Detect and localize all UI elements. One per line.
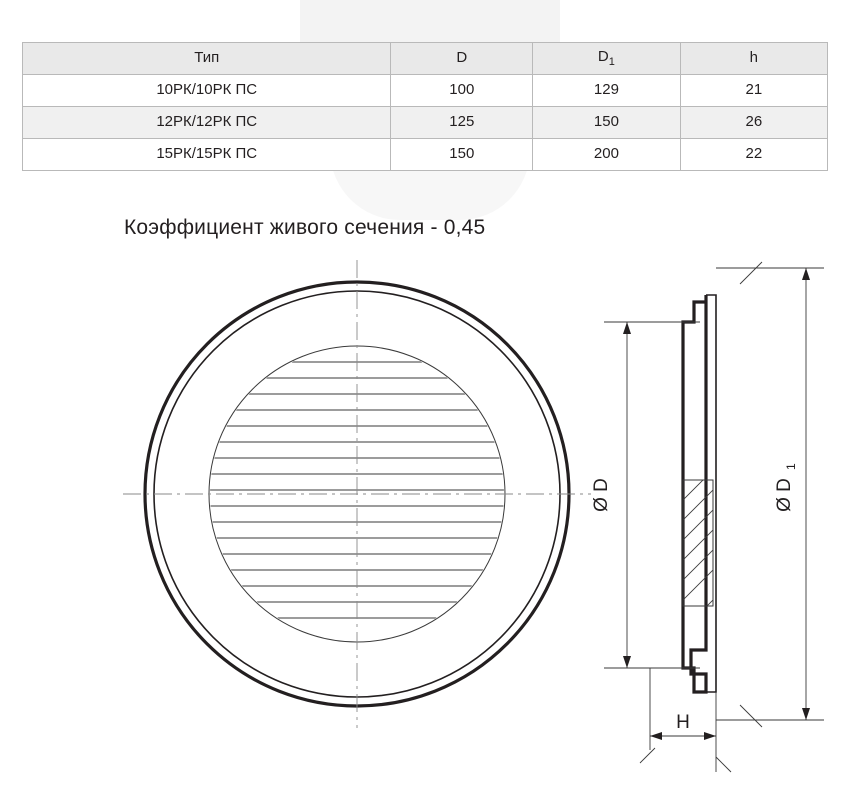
cell-d1: 150 bbox=[533, 107, 681, 139]
table-row bbox=[23, 139, 828, 171]
section-body-profile bbox=[683, 295, 706, 692]
free-area-coefficient-caption: Коэффициент живого сечения - 0,45 bbox=[124, 216, 486, 239]
column-header-d1-subscript: 1 bbox=[608, 55, 615, 68]
column-header-d1 bbox=[533, 43, 681, 75]
table-body bbox=[23, 75, 828, 171]
section-view-group bbox=[591, 262, 824, 772]
table-row bbox=[23, 75, 828, 107]
table-header bbox=[23, 43, 828, 75]
column-header-type: Тип bbox=[23, 43, 391, 75]
label-diameter-d1-subscript: 1 bbox=[784, 463, 798, 470]
cell-type: 15РК/15РК ПС bbox=[23, 139, 391, 171]
section-hatch-block bbox=[665, 463, 726, 627]
cell-type: 10РК/10РК ПС bbox=[23, 75, 391, 107]
front-view-group bbox=[123, 260, 591, 728]
dimension-extension-lines bbox=[604, 268, 824, 772]
column-header-h: h bbox=[680, 43, 827, 75]
cell-type: 12РК/12РК ПС bbox=[23, 107, 391, 139]
column-header-d1-text: D bbox=[597, 47, 609, 65]
cell-h: 21 bbox=[680, 75, 827, 107]
cell-h: 22 bbox=[680, 139, 827, 171]
specification-table bbox=[22, 42, 828, 171]
label-height-h: H bbox=[676, 712, 690, 733]
cell-d1: 200 bbox=[533, 139, 681, 171]
cell-h: 26 bbox=[680, 107, 827, 139]
dimension-leader-diagonals bbox=[640, 262, 762, 772]
cell-d: 125 bbox=[391, 107, 533, 139]
table-header-row bbox=[23, 43, 828, 75]
cell-d: 100 bbox=[391, 75, 533, 107]
table-row bbox=[23, 107, 828, 139]
label-diameter-d: Ø D bbox=[591, 478, 612, 512]
column-header-d: D bbox=[391, 43, 533, 75]
label-diameter-d1-group bbox=[774, 463, 798, 512]
cell-d1: 129 bbox=[533, 75, 681, 107]
technical-drawing bbox=[0, 250, 850, 794]
label-diameter-d1: Ø D bbox=[774, 478, 795, 512]
cell-d: 150 bbox=[391, 139, 533, 171]
